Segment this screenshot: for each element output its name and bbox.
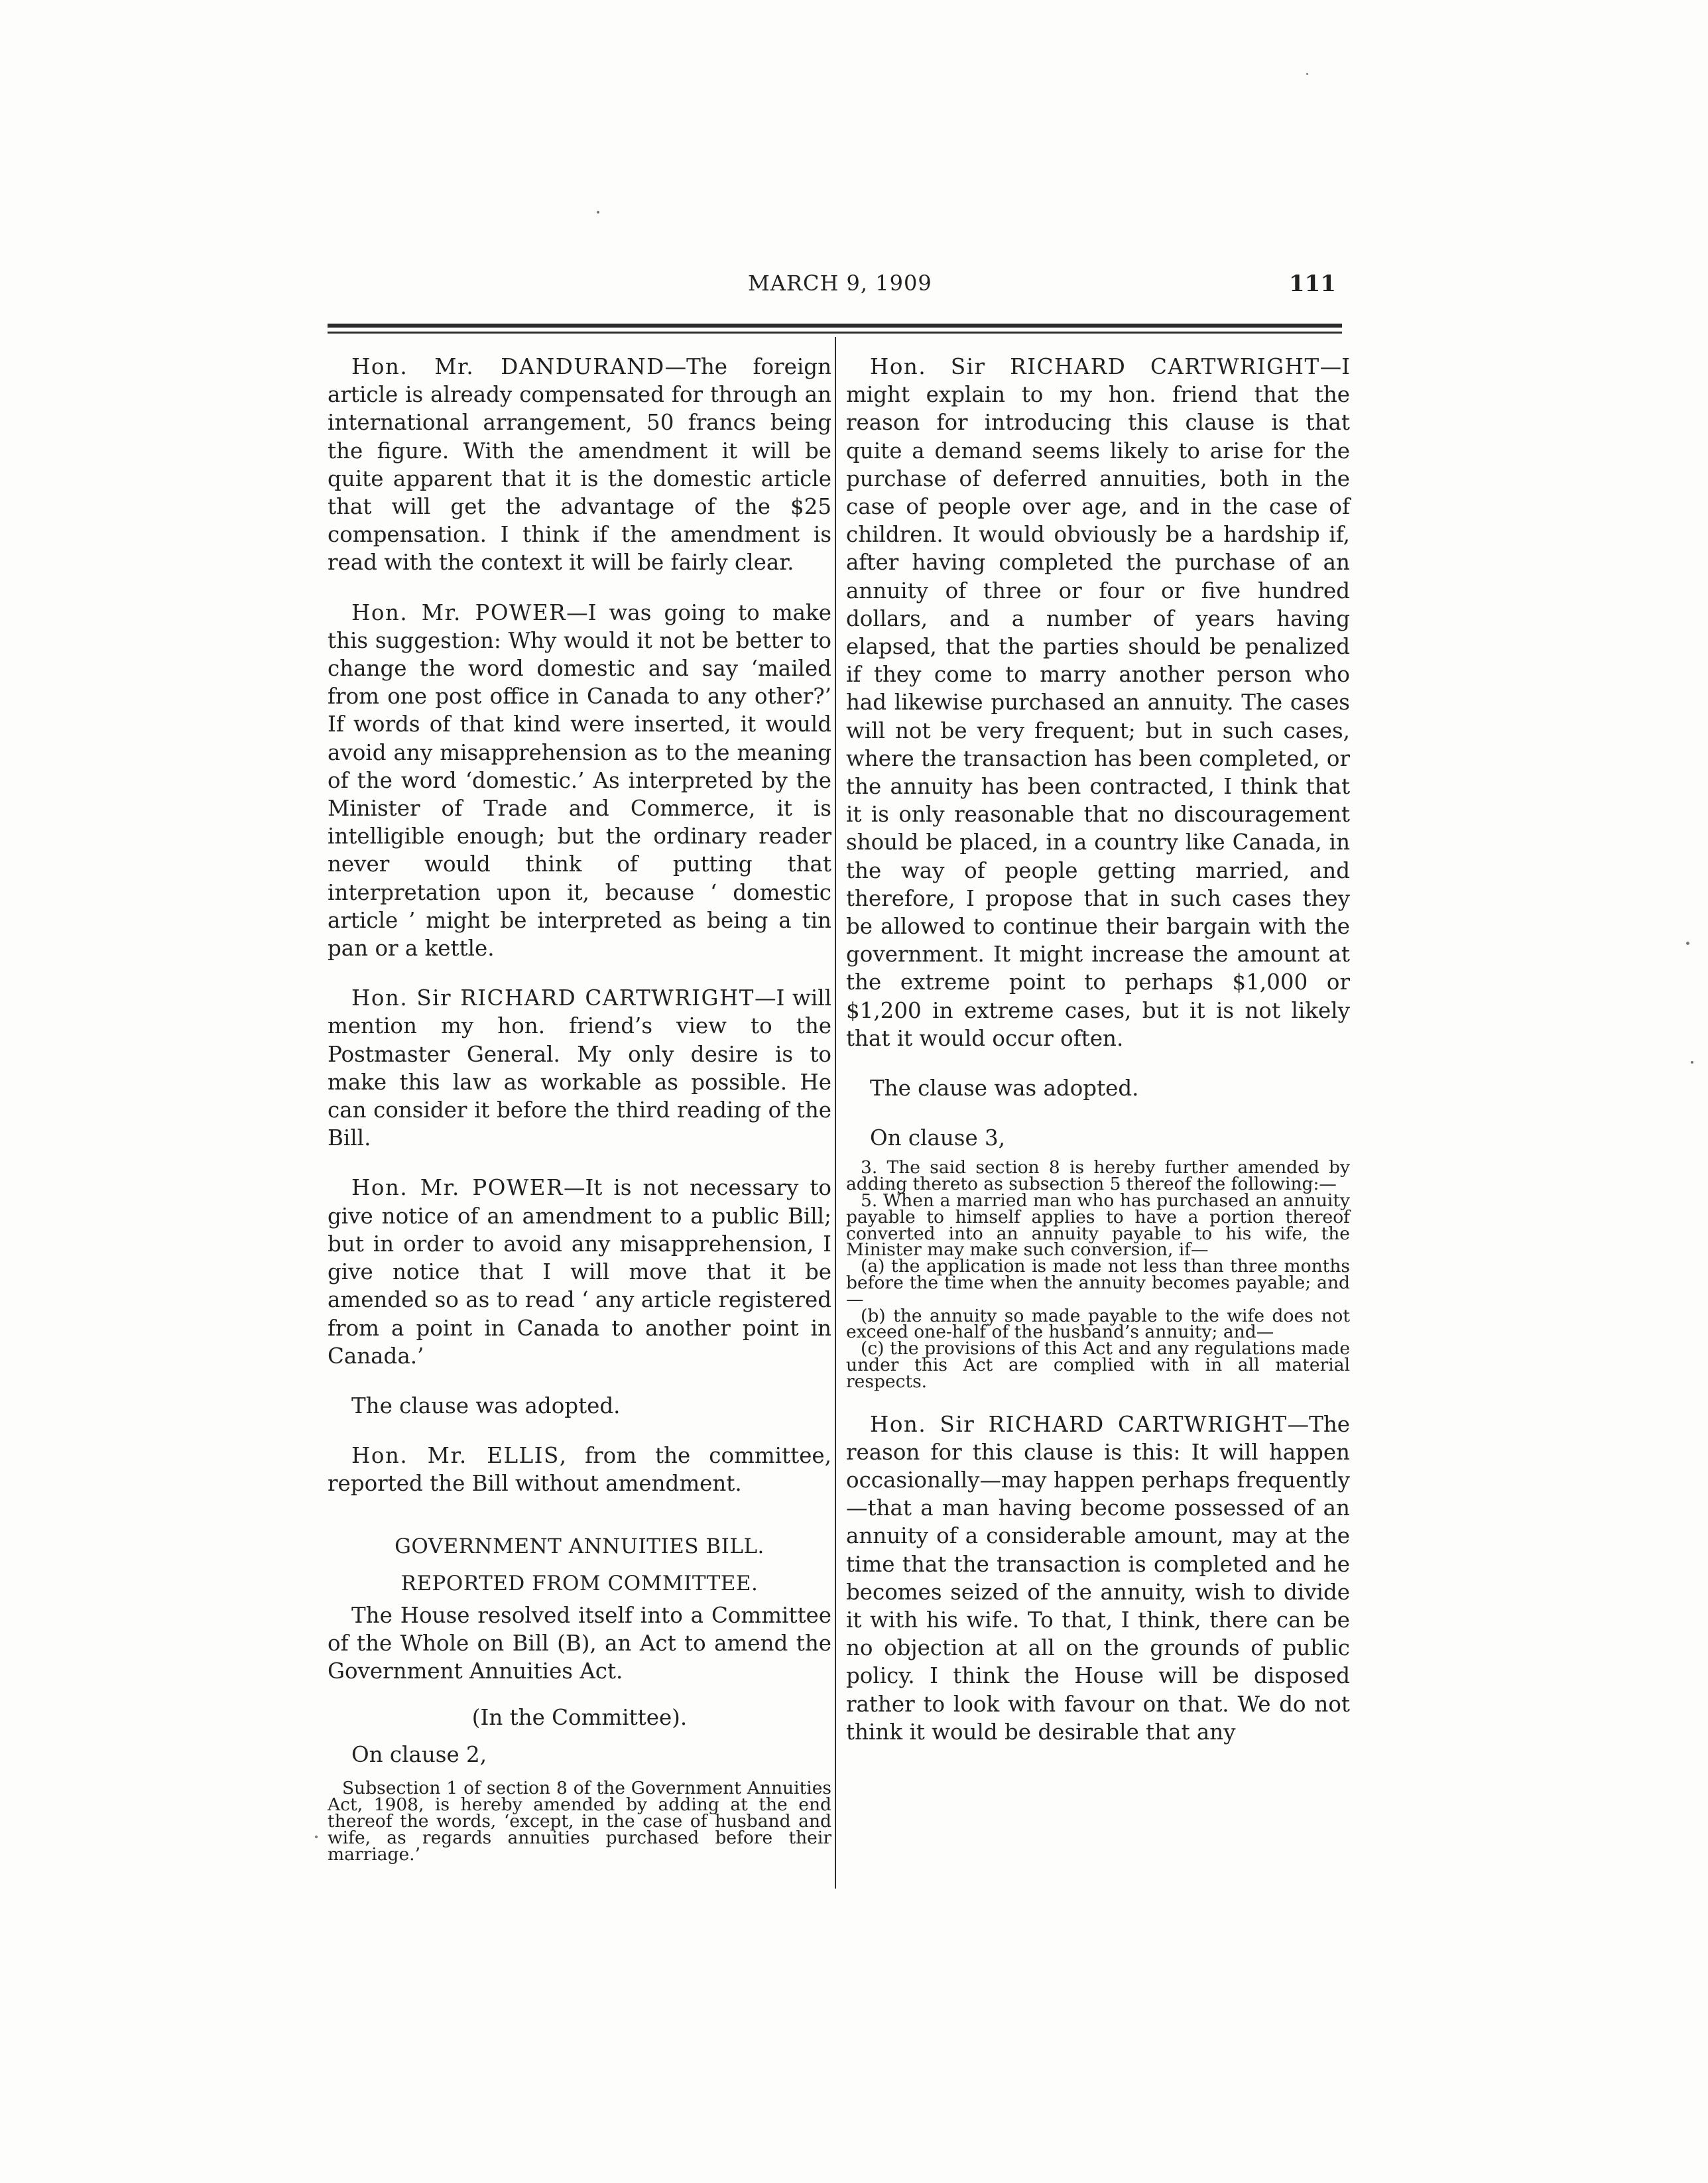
section-subheading: REPORTED FROM COMMITTEE. <box>400 1571 759 1595</box>
speech-text: —It is not necessary to give notice of an amendment to a public Bill; but in order to avoid any misapprehension, I give notice that I will move that it be amended so as to read ‘ any article registered from a point in Canada to another point in Canada.’ <box>328 1175 831 1369</box>
clause-3-item-c: (c) the provisions of this Act and any regulations made under this Act are complied with in all material respects. <box>846 1338 1350 1392</box>
column-divider <box>835 337 836 1889</box>
speaker-name: Hon. Mr. POWER <box>351 599 567 625</box>
speaker-name: Hon. Mr. ELLIS <box>351 1443 560 1469</box>
speech-text: —I was going to make this suggestion: Why would it not be better to change the word domestic and say ‘mailed from one post office in Canada to any other?’ If words of that kind were inserted, it would avoid any misapprehension as to the meaning of the word ‘domestic.’ As interpreted by the Minister of Trade and Commerce, it is intelligible enough; but the ordinary reader never would think of putting that interpretation upon it, because ‘ domestic article ’ might be interpreted as being a tin pan or a kettle. <box>328 599 831 962</box>
scan-speck <box>597 211 599 214</box>
left-column <box>328 353 831 1863</box>
speaker-name: Hon. Sir RICHARD CARTWRIGHT <box>351 985 755 1011</box>
header-rule-thick <box>328 324 1342 328</box>
speech-text: —I might explain to my hon. friend that the reason for introducing this clause is that quite a demand seems likely to arise for the purchase of deferred annuities, both in the case of people over age, and in the case of children. It would obviously be a hardship if, after having completed the purchase of an annuity of three or four or five hundred dollars, and a number of years having elapsed, that the parties should be penalized if they come to marry another person who had likewise purchased an annuity. The cases will not be very frequent; but in such cases, where the transaction has been completed, or the annuity has been contracted, I think that it is only reasonable that no discouragement should be placed, in a country like Canada, in the way of people getting married, and therefore, I propose that in such cases they be allowed to continue their bargain with the government. It might increase the amount at the extreme point to perhaps $1,000 or $1,200 in extreme cases, but it is not likely that it would occur often. <box>846 354 1350 1051</box>
on-clause-2: On clause 2, <box>351 1742 487 1768</box>
scan-speck <box>1691 1061 1693 1064</box>
speech-cartwright-1 <box>328 984 831 1152</box>
speech-text: , from the committee, reported the Bill without amendment. <box>328 1443 831 1497</box>
speech-cartwright-2 <box>846 353 1350 1052</box>
clause-3-item-b: (b) the annuity so made payable to the wife does not exceed one-half of the husband’s annuity; and— <box>846 1305 1350 1343</box>
speech-cartwright-3 <box>846 1410 1350 1746</box>
clause-3-item-a: (a) the application is made not less than three months before the time when the annuity becomes payable; and— <box>846 1256 1350 1310</box>
scan-speck <box>315 1836 318 1838</box>
scan-speck <box>1306 73 1308 75</box>
speaker-name: Hon. Mr. POWER <box>351 1175 564 1201</box>
speech-text: —The reason for this clause is this: It will happen occasionally—may happen perhaps frequently—that a man having become possessed of an annuity of a considerable amount, may at the time that the transaction is completed and he becomes seized of the annuity, wish to divide it with his wife. To that, I think, there can be no objection at all on the grounds of public policy. I think the House will be disposed rather to look with favour on that. We do not think it would be desirable that any <box>846 1411 1350 1745</box>
clause-3-intro: 3. The said section 8 is hereby further amended by adding thereto as subsection 5 thereof the following:— <box>846 1157 1350 1195</box>
right-column <box>846 353 1350 1746</box>
speaker-name: Hon. Sir RICHARD CARTWRIGHT <box>870 1411 1288 1437</box>
speech-text: —I will mention my hon. friend’s view to the Postmaster General. My only desire is to make this law as workable as possible. He can consider it before the third reading of the Bill. <box>328 985 832 1151</box>
clause-3-subsection-5: 5. When a married man who has purchased an annuity payable to himself applies to have a portion thereof converted into an annuity payable to his wife, the Minister may make such conversion, if— <box>846 1190 1350 1261</box>
speaker-name: Hon. Sir RICHARD CARTWRIGHT <box>870 354 1320 379</box>
header-rule-thin <box>328 332 1342 334</box>
scan-speck <box>1686 942 1689 945</box>
clause-2-text: Subsection 1 of section 8 of the Government Annuities Act, 1908, is hereby amended by adding at the end thereof the words, ‘except, in the case of husband and wife, as regards annuities purchased before their marriage.’ <box>328 1778 831 1865</box>
speech-power-2 <box>328 1174 831 1369</box>
speech-ellis <box>328 1442 831 1497</box>
clause-adopted-note: The clause was adopted. <box>870 1076 1139 1101</box>
in-committee-label: (In the Committee). <box>471 1705 688 1731</box>
page-number: 111 <box>1289 271 1336 297</box>
section-heading: GOVERNMENT ANNUITIES BILL. <box>395 1534 764 1558</box>
speaker-name: Hon. Mr. DANDURAND <box>351 354 665 379</box>
speech-power-1 <box>328 599 831 963</box>
clause-adopted-note: The clause was adopted. <box>351 1393 621 1418</box>
speech-dandurand <box>328 353 831 577</box>
committee-resolution: The House resolved itself into a Committee of the Whole on Bill (B), an Act to amend the Government Annuities Act. <box>328 1602 831 1684</box>
speech-text: —The foreign article is already compensated for through an international arrangement, 50 francs being the figure. With the amendment it will be quite apparent that it is the domestic article that will get the advantage of the $25 compensation. I think if the amendment is read with the context it will be fairly clear. <box>328 354 831 576</box>
page-date: MARCH 9, 1909 <box>748 271 932 296</box>
on-clause-3: On clause 3, <box>870 1125 1006 1151</box>
